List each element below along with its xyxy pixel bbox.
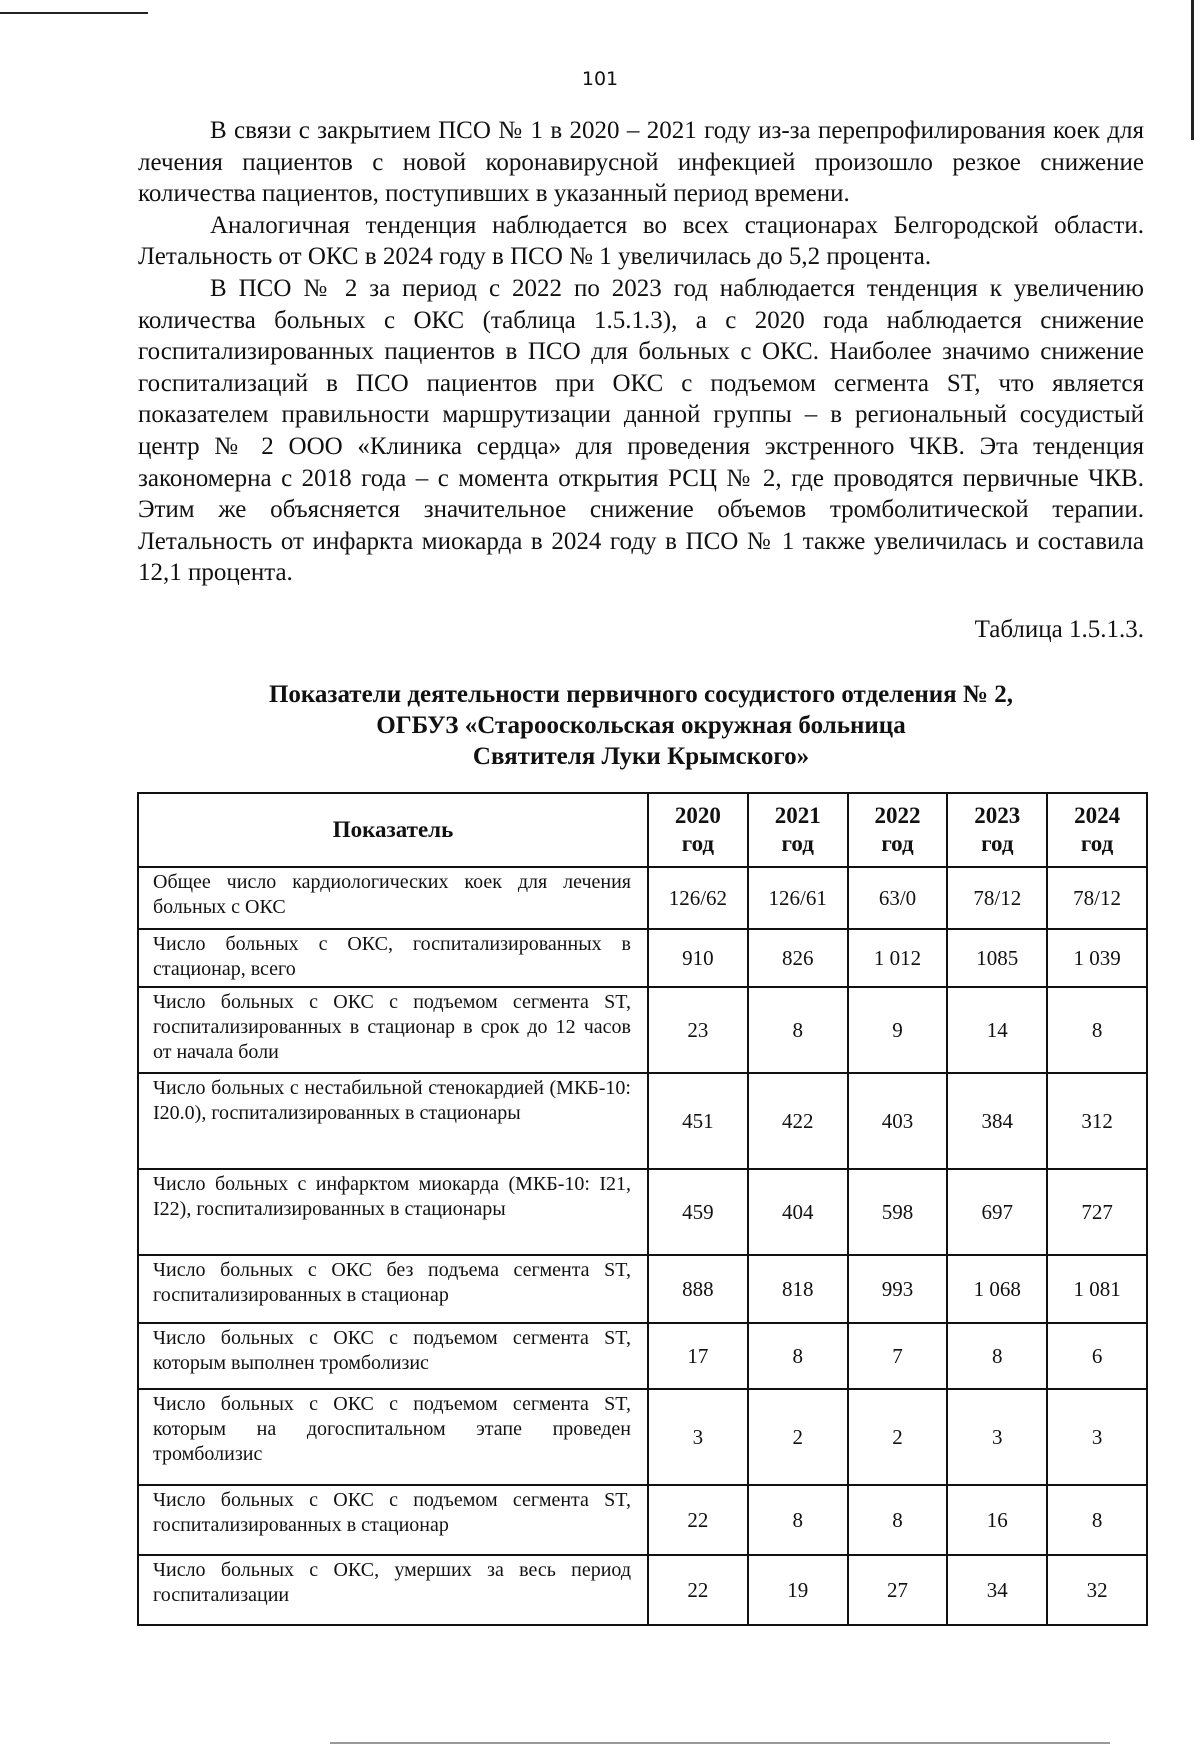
header-year: 2023 xyxy=(974,803,1021,828)
cell-value: 7 xyxy=(848,1323,948,1389)
header-year: 2022 xyxy=(874,803,921,828)
row-indicator: Число больных с нестабильной стенокардией (МКБ-10: I20.0), госпитализированных в стационары xyxy=(138,1073,648,1169)
row-indicator: Общее число кардиологических коек для лечения больных с ОКС xyxy=(138,867,648,929)
table-row xyxy=(138,1485,1147,1555)
header-year-unit: год xyxy=(781,831,814,856)
table-row xyxy=(138,1389,1147,1485)
header-year-2023 xyxy=(947,793,1047,867)
cell-value: 8 xyxy=(748,987,848,1073)
cell-value: 2 xyxy=(748,1389,848,1485)
cell-value: 126/62 xyxy=(648,867,748,929)
cell-value: 126/61 xyxy=(748,867,848,929)
cell-value: 6 xyxy=(1047,1323,1147,1389)
cell-value: 22 xyxy=(648,1555,748,1625)
cell-value: 404 xyxy=(748,1169,848,1255)
row-indicator: Число больных с ОКС с подъемом сегмента ST, госпитализированных в стационар xyxy=(138,1485,648,1555)
cell-value: 78/12 xyxy=(1047,867,1147,929)
paragraph-2: Аналогичная тенденция наблюдается во всех стационарах Белгородской области. Летальность от ОКС в 2024 году в ПСО № 1 увеличилась до 5,2 процента. xyxy=(138,211,1144,271)
row-indicator: Число больных с ОКС, госпитализированных в стационар, всего xyxy=(138,929,648,987)
page-number: 101 xyxy=(581,68,619,90)
table-title-line-3: Святителя Луки Крымского» xyxy=(472,743,810,770)
cell-value: 1 012 xyxy=(848,929,948,987)
header-year-2021 xyxy=(748,793,848,867)
cell-value: 23 xyxy=(648,987,748,1073)
cell-value: 32 xyxy=(1047,1555,1147,1625)
cell-value: 1085 xyxy=(947,929,1047,987)
header-year: 2020 xyxy=(674,803,721,828)
cell-value: 910 xyxy=(648,929,748,987)
cell-value: 1 039 xyxy=(1047,929,1147,987)
row-indicator: Число больных с ОКС, умерших за весь период госпитализации xyxy=(138,1555,648,1625)
cell-value: 8 xyxy=(748,1323,848,1389)
cell-value: 993 xyxy=(848,1255,948,1323)
cell-value: 8 xyxy=(748,1485,848,1555)
table-row xyxy=(138,987,1147,1073)
scan-edge-bottom xyxy=(330,1742,1110,1744)
table-row xyxy=(138,1323,1147,1389)
cell-value: 422 xyxy=(748,1073,848,1169)
paragraph-3: В ПСО № 2 за период с 2022 по 2023 год наблюдается тенденция к увеличению количества больных с ОКС (таблица 1.5.1.3), а с 2020 года наблюдается снижение госпитализированных пациентов в ПСО для больных с ОКС. Наиболее значимо снижение госпитализаций в ПСО пациентов при ОКС с подъемом сегмента ST, что является показателем правильности маршрутизации данной группы – в региональный сосудистый центр № 2 ООО «Клиника сердца» для проведения экстренного ЧКВ. Эта тенденция закономерна с 2018 года – с момента открытия РСЦ № 2, где проводятся первичные ЧКВ. Этим же объясняется значительное снижение объемов тромболитической терапии. Летальность от инфаркта миокарда в 2024 году в ПСО № 1 также увеличилась и составила 12,1 процента. xyxy=(138,274,1144,587)
header-year-unit: год xyxy=(881,831,914,856)
cell-value: 697 xyxy=(947,1169,1047,1255)
table-title-line-2: ОГБУЗ «Старооскольская окружная больница xyxy=(376,712,906,739)
table-header-row xyxy=(138,793,1147,867)
cell-value: 888 xyxy=(648,1255,748,1323)
table-row xyxy=(138,1073,1147,1169)
cell-value: 451 xyxy=(648,1073,748,1169)
cell-value: 598 xyxy=(848,1169,948,1255)
cell-value: 2 xyxy=(848,1389,948,1485)
header-year-2024 xyxy=(1047,793,1147,867)
row-indicator: Число больных с ОКС без подъема сегмента ST, госпитализированных в стационар xyxy=(138,1255,648,1323)
cell-value: 312 xyxy=(1047,1073,1147,1169)
cell-value: 8 xyxy=(947,1323,1047,1389)
scan-edge-top xyxy=(0,12,148,14)
row-indicator: Число больных с инфарктом миокарда (МКБ-10: I21, I22), госпитализированных в стационары xyxy=(138,1169,648,1255)
cell-value: 459 xyxy=(648,1169,748,1255)
cell-value: 818 xyxy=(748,1255,848,1323)
header-year-2020 xyxy=(648,793,748,867)
header-year: 2021 xyxy=(774,803,821,828)
cell-value: 3 xyxy=(648,1389,748,1485)
header-indicator: Показатель xyxy=(138,793,648,867)
table-title-line-1: Показатели деятельности первичного сосудистого отделения № 2, xyxy=(268,681,1014,708)
cell-value: 78/12 xyxy=(947,867,1047,929)
cell-value: 9 xyxy=(848,987,948,1073)
cell-value: 63/0 xyxy=(848,867,948,929)
cell-value: 826 xyxy=(748,929,848,987)
cell-value: 17 xyxy=(648,1323,748,1389)
cell-value: 3 xyxy=(947,1389,1047,1485)
cell-value: 22 xyxy=(648,1485,748,1555)
header-year-2022 xyxy=(848,793,948,867)
table-row xyxy=(138,929,1147,987)
table-row xyxy=(138,1255,1147,1323)
cell-value: 14 xyxy=(947,987,1047,1073)
cell-value: 8 xyxy=(1047,987,1147,1073)
cell-value: 27 xyxy=(848,1555,948,1625)
table-row xyxy=(138,867,1147,929)
indicators-table xyxy=(137,792,1148,1626)
cell-value: 3 xyxy=(1047,1389,1147,1485)
row-indicator: Число больных с ОКС с подъемом сегмента ST, которым выполнен тромболизис xyxy=(138,1323,648,1389)
cell-value: 8 xyxy=(848,1485,948,1555)
body-text xyxy=(138,115,1144,589)
row-indicator: Число больных с ОКС с подъемом сегмента ST, госпитализированных в стационар в срок до 12 часов от начала боли xyxy=(138,987,648,1073)
header-year-unit: год xyxy=(981,831,1014,856)
cell-value: 384 xyxy=(947,1073,1047,1169)
table-title xyxy=(138,679,1144,772)
cell-value: 8 xyxy=(1047,1485,1147,1555)
header-year-unit: год xyxy=(681,831,715,856)
paragraph-1: В связи с закрытием ПСО № 1 в 2020 – 2021 году из-за перепрофилирования коек для лечения пациентов с новой коронавирусной инфекцией произошло резкое снижение количества пациентов, поступивших в указанный период времени. xyxy=(138,117,1144,208)
row-indicator: Число больных с ОКС с подъемом сегмента ST, которым на догоспитальном этапе проведен тромболизис xyxy=(138,1389,648,1485)
cell-value: 1 068 xyxy=(947,1255,1047,1323)
cell-value: 34 xyxy=(947,1555,1047,1625)
header-year-unit: год xyxy=(1080,831,1114,856)
table-row xyxy=(138,1555,1147,1625)
cell-value: 727 xyxy=(1047,1169,1147,1255)
cell-value: 403 xyxy=(848,1073,948,1169)
table-label: Таблица 1.5.1.3. xyxy=(974,616,1144,643)
header-year: 2024 xyxy=(1074,803,1121,828)
cell-value: 19 xyxy=(748,1555,848,1625)
cell-value: 16 xyxy=(947,1485,1047,1555)
table-row xyxy=(138,1169,1147,1255)
cell-value: 1 081 xyxy=(1047,1255,1147,1323)
